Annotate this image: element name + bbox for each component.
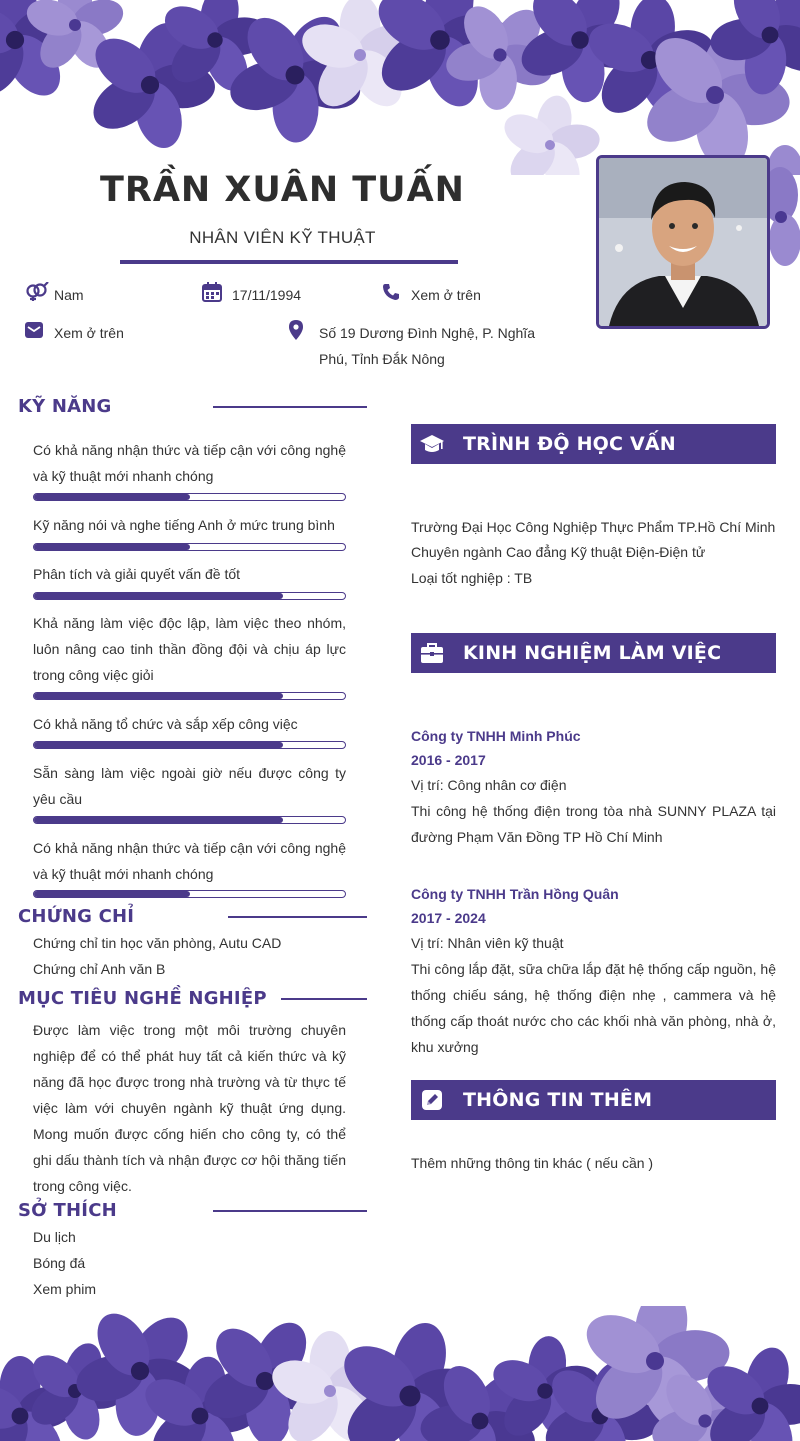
flower-pattern-top [0, 0, 800, 175]
pencil-icon [419, 1087, 445, 1113]
phone-value: Xem ở trên [411, 287, 481, 303]
certificate-item: Chứng chỉ tin học văn phòng, Autu CAD [33, 935, 282, 951]
skill-text: Khả năng làm việc độc lập, làm việc theo nhóm, luôn nâng cao tinh thần đồng đội và chịu áp lực trong công việc giỏi [33, 615, 346, 683]
hobby-item: Xem phim [33, 1281, 97, 1297]
skill-bar [33, 741, 346, 749]
certificate-item: Chứng chỉ Anh văn B [33, 961, 166, 977]
skills-heading-line [213, 406, 367, 408]
skill-bar-fill [34, 544, 190, 550]
hobby-item: Bóng đá [33, 1255, 86, 1271]
skill-bar [33, 692, 346, 700]
email-value: Xem ở trên [54, 325, 124, 341]
skill-text: Có khả năng nhận thức và tiếp cận với công nghệ và kỹ thuật mới nhanh chóng [33, 840, 346, 882]
skill-bar [33, 543, 346, 551]
avatar [599, 158, 767, 326]
briefcase-icon [419, 640, 445, 666]
skill-text: Sẵn sàng làm việc ngoài giờ nếu được công ty yêu cầu [33, 765, 346, 807]
skill-text: Có khả năng tổ chức và sắp xếp công việc [33, 716, 298, 732]
job-period: 2017 - 2024 [411, 910, 486, 926]
skill-bar-fill [34, 742, 283, 748]
job-description: Thi công lắp đặt, sữa chữa lắp đặt hệ thống cấp nguồn, hệ thống chiếu sáng, hệ thống điện nhẹ , cammera và hệ thống cấp thoát nước cho các khối nhà văn phòng, nhà ở, khu xưởng [411, 961, 776, 1055]
experience-heading: KINH NGHIỆM LÀM VIỆC [463, 642, 722, 664]
extra-section-header [411, 1080, 776, 1120]
graduation-cap-icon [419, 431, 445, 457]
phone-icon [382, 283, 400, 301]
envelope-icon [24, 321, 44, 339]
map-pin-icon [289, 320, 303, 340]
hobbies-heading-line [213, 1210, 367, 1212]
job-position: Vị trí: Nhân viên kỹ thuật [411, 935, 564, 951]
certificates-heading-line [228, 916, 367, 918]
objective-heading: MỤC TIÊU NGHỀ NGHIỆP [18, 988, 267, 1009]
address-value [319, 320, 535, 372]
calendar-icon [202, 282, 222, 302]
bottom-floral-decoration [0, 1306, 800, 1441]
extra-heading: THÔNG TIN THÊM [463, 1089, 653, 1111]
gender-value: Nam [54, 287, 84, 303]
job-description: Thi công hệ thống điện trong tòa nhà SUNNY PLAZA tại đường Phạm Văn Đồng TP Hồ Chí Minh [411, 803, 776, 845]
flower-pattern-bottom [0, 1306, 800, 1441]
objective-heading-line [281, 998, 367, 1000]
skill-bar-fill [34, 817, 283, 823]
hobby-item: Du lịch [33, 1229, 76, 1245]
job-company: Công ty TNHH Trần Hồng Quân [411, 886, 619, 902]
skill-bar-fill [34, 494, 190, 500]
experience-section-header [411, 633, 776, 673]
education-grade: Loại tốt nghiệp : TB [411, 570, 533, 586]
education-major: Chuyên ngành Cao đẳng Kỹ thuật Điện-Điện tử [411, 544, 706, 560]
skill-text: Phân tích và giải quyết vấn đề tốt [33, 566, 241, 582]
certificates-heading: CHỨNG CHỈ [18, 906, 135, 927]
job-position: Vị trí: Công nhân cơ điện [411, 777, 567, 793]
education-heading: TRÌNH ĐỘ HỌC VẤN [463, 433, 676, 455]
address-line-1: Số 19 Dương Đình Nghệ, P. Nghĩa [319, 325, 535, 341]
extra-text: Thêm những thông tin khác ( nếu cần ) [411, 1155, 654, 1171]
education-section-header [411, 424, 776, 464]
job-period: 2016 - 2017 [411, 752, 486, 768]
skill-bar-fill [34, 891, 190, 897]
skill-bar-fill [34, 593, 283, 599]
birthday-value: 17/11/1994 [232, 287, 302, 303]
skill-text: Có khả năng nhận thức và tiếp cận với công nghệ và kỹ thuật mới nhanh chóng [33, 442, 346, 484]
profile-photo [596, 155, 770, 329]
name-divider [120, 260, 458, 264]
skill-text: Kỹ năng nói và nghe tiếng Anh ở mức trung bình [33, 517, 335, 533]
candidate-name: TRẦN XUÂN TUẤN [100, 170, 465, 210]
hobbies-heading: SỞ THÍCH [18, 1200, 117, 1221]
address-line-2: Phú, Tỉnh Đắk Nông [319, 351, 445, 367]
skill-bar [33, 592, 346, 600]
job-title: NHÂN VIÊN KỸ THUẬT [189, 228, 376, 247]
skill-bar [33, 493, 346, 501]
skill-bar [33, 816, 346, 824]
education-school: Trường Đại Học Công Nghiệp Thực Phẩm TP.Hồ Chí Minh [411, 519, 776, 535]
objective-text: Được làm việc trong một môi trường chuyên nghiệp để có thể phát huy tất cả kiến thức và kỹ năng đã học được trong nhà trường và từ thực tế việc làm với chuyên ngành kỹ thuật ứng dụng. Mong muốn được cống hiến cho công ty, có thể ghi dấu thành tích và nhận được cơ hội thăng tiến trong công việc. [33, 1022, 346, 1194]
job-company: Công ty TNHH Minh Phúc [411, 728, 581, 744]
top-floral-decoration [0, 0, 800, 175]
skills-heading: KỸ NĂNG [18, 396, 112, 417]
skill-bar-fill [34, 693, 283, 699]
skill-bar [33, 890, 346, 898]
gender-icon [24, 282, 50, 302]
